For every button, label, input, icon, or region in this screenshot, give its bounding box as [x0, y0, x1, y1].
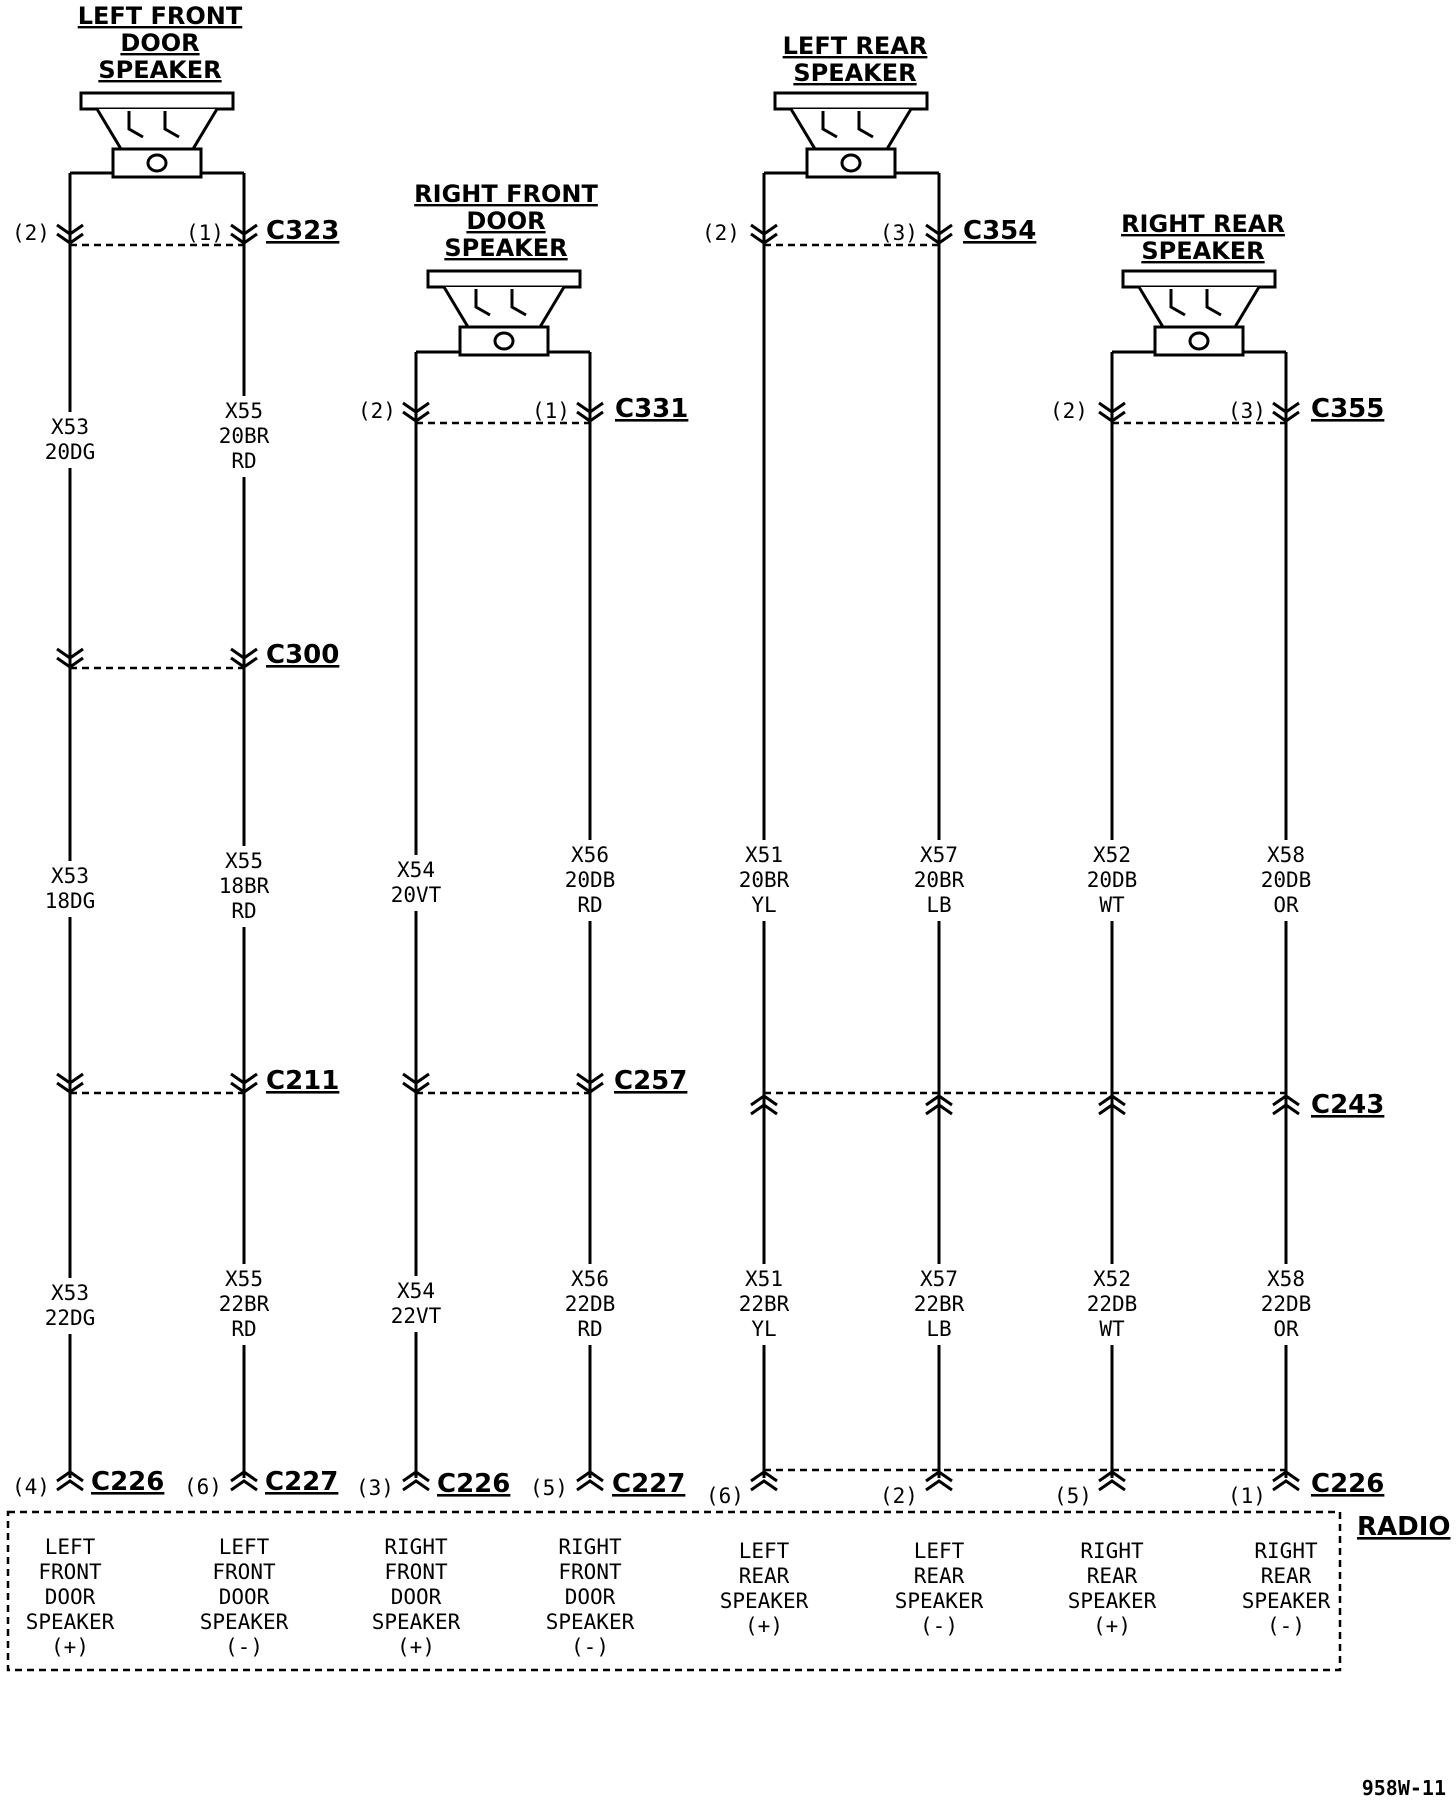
wire-label-middle-5-line-2: 20BR [738, 868, 790, 892]
radio-terminal-4-line-4: SPEAKER [545, 1610, 635, 1634]
radio-terminal-7-line-3: SPEAKER [1067, 1589, 1157, 1613]
radio-terminal-6-line-3: SPEAKER [894, 1589, 984, 1613]
radio-pin-4: (5) [530, 1476, 568, 1500]
radio-terminal-1-line-5: (+) [51, 1635, 89, 1659]
speakers-layer [81, 93, 1275, 355]
wire-label-middle-1-line-1: X53 [51, 864, 89, 888]
wire-label-lower-2-line-2: 22BR [218, 1292, 270, 1316]
wire-label-x53-upper-line-1: X53 [51, 415, 89, 439]
pin-c331-1: (2) [358, 399, 396, 423]
wire-label-lower-4-line-1: X56 [571, 1267, 609, 1291]
wire-label-middle-6-line-2: 20BR [913, 868, 965, 892]
wire-label-lower-2-line-3: RD [231, 1317, 257, 1341]
wire-label-lower-5-line-2: 22BR [738, 1292, 790, 1316]
wire-label-x53-upper-line-2: 20DG [44, 440, 96, 464]
speaker-title-lf-line-3: SPEAKER [98, 56, 222, 84]
wire-label-middle-6-line-3: LB [926, 893, 952, 917]
radio-terminal-3-line-4: SPEAKER [371, 1610, 461, 1634]
radio-terminal-2-line-5: (-) [225, 1635, 263, 1659]
speaker-rr-icon [1123, 271, 1275, 355]
speaker-rf-icon [428, 271, 580, 355]
connector-label-c226a: C226 [91, 1467, 165, 1497]
radio-pin-2: (6) [184, 1475, 222, 1499]
speaker-title-lr-line-1: LEFT REAR [782, 32, 928, 60]
pin-c355-2: (3) [1228, 399, 1266, 423]
wire-label-middle-6-line-1: X57 [920, 843, 958, 867]
connector-dashes-layer [8, 245, 1340, 1670]
radio-pin-8: (1) [1228, 1484, 1266, 1508]
wire-label-lower-7-line-1: X52 [1093, 1267, 1131, 1291]
wire-label-lower-6-line-1: X57 [920, 1267, 958, 1291]
radio-pin-1: (4) [12, 1475, 50, 1499]
radio-terminal-5-line-3: SPEAKER [719, 1589, 809, 1613]
wire-label-middle-5-line-1: X51 [745, 843, 783, 867]
speaker-title-rf-line-1: RIGHT FRONT [414, 180, 598, 208]
wire-label-lower-1-line-1: X53 [51, 1281, 89, 1305]
radio-terminal-6-line-1: LEFT [913, 1539, 965, 1563]
radio-terminal-2-line-2: FRONT [212, 1560, 276, 1584]
pin-c355-1: (2) [1050, 399, 1088, 423]
wire-label-middle-5-line-3: YL [751, 893, 777, 917]
wire-label-lower-7-line-3: WT [1099, 1317, 1125, 1341]
connector-label-c323: C323 [266, 216, 340, 246]
radio-terminal-7-line-1: RIGHT [1080, 1539, 1144, 1563]
connector-label-c226c: C226 [1311, 1469, 1385, 1499]
radio-terminal-4-line-1: RIGHT [558, 1535, 622, 1559]
connector-label-c355: C355 [1311, 394, 1385, 424]
radio-terminal-7-line-4: (+) [1093, 1614, 1131, 1638]
wire-label-lower-5-line-1: X51 [745, 1267, 783, 1291]
speaker-title-rf-line-2: DOOR [466, 207, 546, 235]
radio-terminal-4-line-2: FRONT [558, 1560, 622, 1584]
connector-label-c211: C211 [266, 1066, 340, 1096]
figure-id: 958W-11 [1361, 1776, 1446, 1800]
connector-label-c226b: C226 [437, 1469, 511, 1499]
radio-terminal-4-line-5: (-) [571, 1635, 609, 1659]
wire-label-lower-4-line-3: RD [577, 1317, 603, 1341]
wire-label-middle-2-line-2: 18BR [218, 874, 270, 898]
connector-label-c331: C331 [615, 394, 689, 424]
wire-label-lower-8-line-1: X58 [1267, 1267, 1305, 1291]
radio-terminal-3-line-3: DOOR [390, 1585, 442, 1609]
speaker-title-lf-line-2: DOOR [120, 29, 200, 57]
radio-terminal-7-line-2: REAR [1086, 1564, 1138, 1588]
wire-label-middle-3-line-2: 20VT [390, 883, 442, 907]
radio-title: RADIO [1357, 1512, 1451, 1542]
speaker-title-rf-line-3: SPEAKER [444, 234, 568, 262]
wire-label-lower-8-line-2: 22DB [1260, 1292, 1312, 1316]
wire-label-lower-3-line-2: 22VT [390, 1304, 442, 1328]
connector-label-c243: C243 [1311, 1090, 1385, 1120]
wire-label-lower-5-line-3: YL [751, 1317, 777, 1341]
radio-terminal-3-line-2: FRONT [384, 1560, 448, 1584]
wire-label-x55-upper-line-2: 20BR [218, 424, 270, 448]
radio-terminal-2-line-1: LEFT [218, 1535, 270, 1559]
connector-label-c257: C257 [614, 1066, 688, 1096]
wire-label-x55-upper-line-1: X55 [225, 399, 263, 423]
wire-label-lower-7-line-2: 22DB [1086, 1292, 1138, 1316]
wire-label-lower-2-line-1: X55 [225, 1267, 263, 1291]
wire-label-middle-8-line-1: X58 [1267, 843, 1305, 867]
radio-terminal-1-line-4: SPEAKER [25, 1610, 115, 1634]
radio-terminal-8-line-2: REAR [1260, 1564, 1312, 1588]
radio-terminal-8-line-1: RIGHT [1254, 1539, 1318, 1563]
radio-terminal-8-line-4: (-) [1267, 1614, 1305, 1638]
pin-c354-1: (2) [702, 221, 740, 245]
pin-c331-2: (1) [532, 399, 570, 423]
radio-terminal-8-line-3: SPEAKER [1241, 1589, 1331, 1613]
speaker-title-lf-line-1: LEFT FRONT [77, 2, 243, 30]
radio-terminal-2-line-3: DOOR [218, 1585, 270, 1609]
pin-c323-1: (2) [12, 221, 50, 245]
wire-label-middle-7-line-1: X52 [1093, 843, 1131, 867]
radio-terminal-1-line-3: DOOR [44, 1585, 96, 1609]
wire-label-lower-4-line-2: 22DB [564, 1292, 616, 1316]
wire-label-middle-2-line-1: X55 [225, 849, 263, 873]
wire-label-x55-upper-line-3: RD [231, 449, 257, 473]
radio-terminal-1-line-2: FRONT [38, 1560, 102, 1584]
wire-label-lower-1-line-2: 22DG [44, 1306, 96, 1330]
wire-label-middle-8-line-3: OR [1273, 893, 1299, 917]
wire-label-lower-8-line-3: OR [1273, 1317, 1299, 1341]
radio-terminal-5-line-1: LEFT [738, 1539, 790, 1563]
wire-label-middle-7-line-2: 20DB [1086, 868, 1138, 892]
wire-label-middle-4-line-3: RD [577, 893, 603, 917]
speaker-title-rr-line-2: SPEAKER [1141, 237, 1265, 265]
speaker-lf-icon [81, 93, 233, 177]
radio-pin-7: (5) [1054, 1484, 1092, 1508]
wire-label-lower-3-line-1: X54 [397, 1279, 435, 1303]
wire-label-middle-8-line-2: 20DB [1260, 868, 1312, 892]
radio-terminal-2-line-4: SPEAKER [199, 1610, 289, 1634]
radio-terminal-3-line-1: RIGHT [384, 1535, 448, 1559]
pin-c323-2: (1) [186, 221, 224, 245]
wire-label-middle-7-line-3: WT [1099, 893, 1125, 917]
speaker-title-lr-line-2: SPEAKER [793, 59, 917, 87]
radio-terminal-5-line-2: REAR [738, 1564, 790, 1588]
connector-label-c227b: C227 [612, 1469, 686, 1499]
radio-terminal-1-line-1: LEFT [44, 1535, 96, 1559]
wire-label-middle-3-line-1: X54 [397, 858, 435, 882]
wire-label-middle-4-line-2: 20DB [564, 868, 616, 892]
radio-pin-5: (6) [706, 1484, 744, 1508]
radio-pin-6: (2) [880, 1484, 918, 1508]
radio-pin-3: (3) [356, 1476, 394, 1500]
radio-terminal-4-line-3: DOOR [564, 1585, 616, 1609]
speaker-lr-icon [775, 93, 927, 177]
speaker-title-rr-line-1: RIGHT REAR [1121, 210, 1285, 238]
wire-label-lower-6-line-2: 22BR [913, 1292, 965, 1316]
connector-label-c300: C300 [266, 640, 340, 670]
wire-label-middle-1-line-2: 18DG [44, 889, 96, 913]
wire-label-lower-6-line-3: LB [926, 1317, 952, 1341]
radio-terminal-6-line-4: (-) [920, 1614, 958, 1638]
radio-terminal-3-line-5: (+) [397, 1635, 435, 1659]
wire-label-middle-4-line-1: X56 [571, 843, 609, 867]
pin-c354-2: (3) [880, 221, 918, 245]
radio-terminal-6-line-2: REAR [913, 1564, 965, 1588]
wire-label-middle-2-line-3: RD [231, 899, 257, 923]
radio-terminal-5-line-4: (+) [745, 1614, 783, 1638]
connector-label-c354: C354 [963, 216, 1037, 246]
connector-label-c227a: C227 [265, 1467, 339, 1497]
